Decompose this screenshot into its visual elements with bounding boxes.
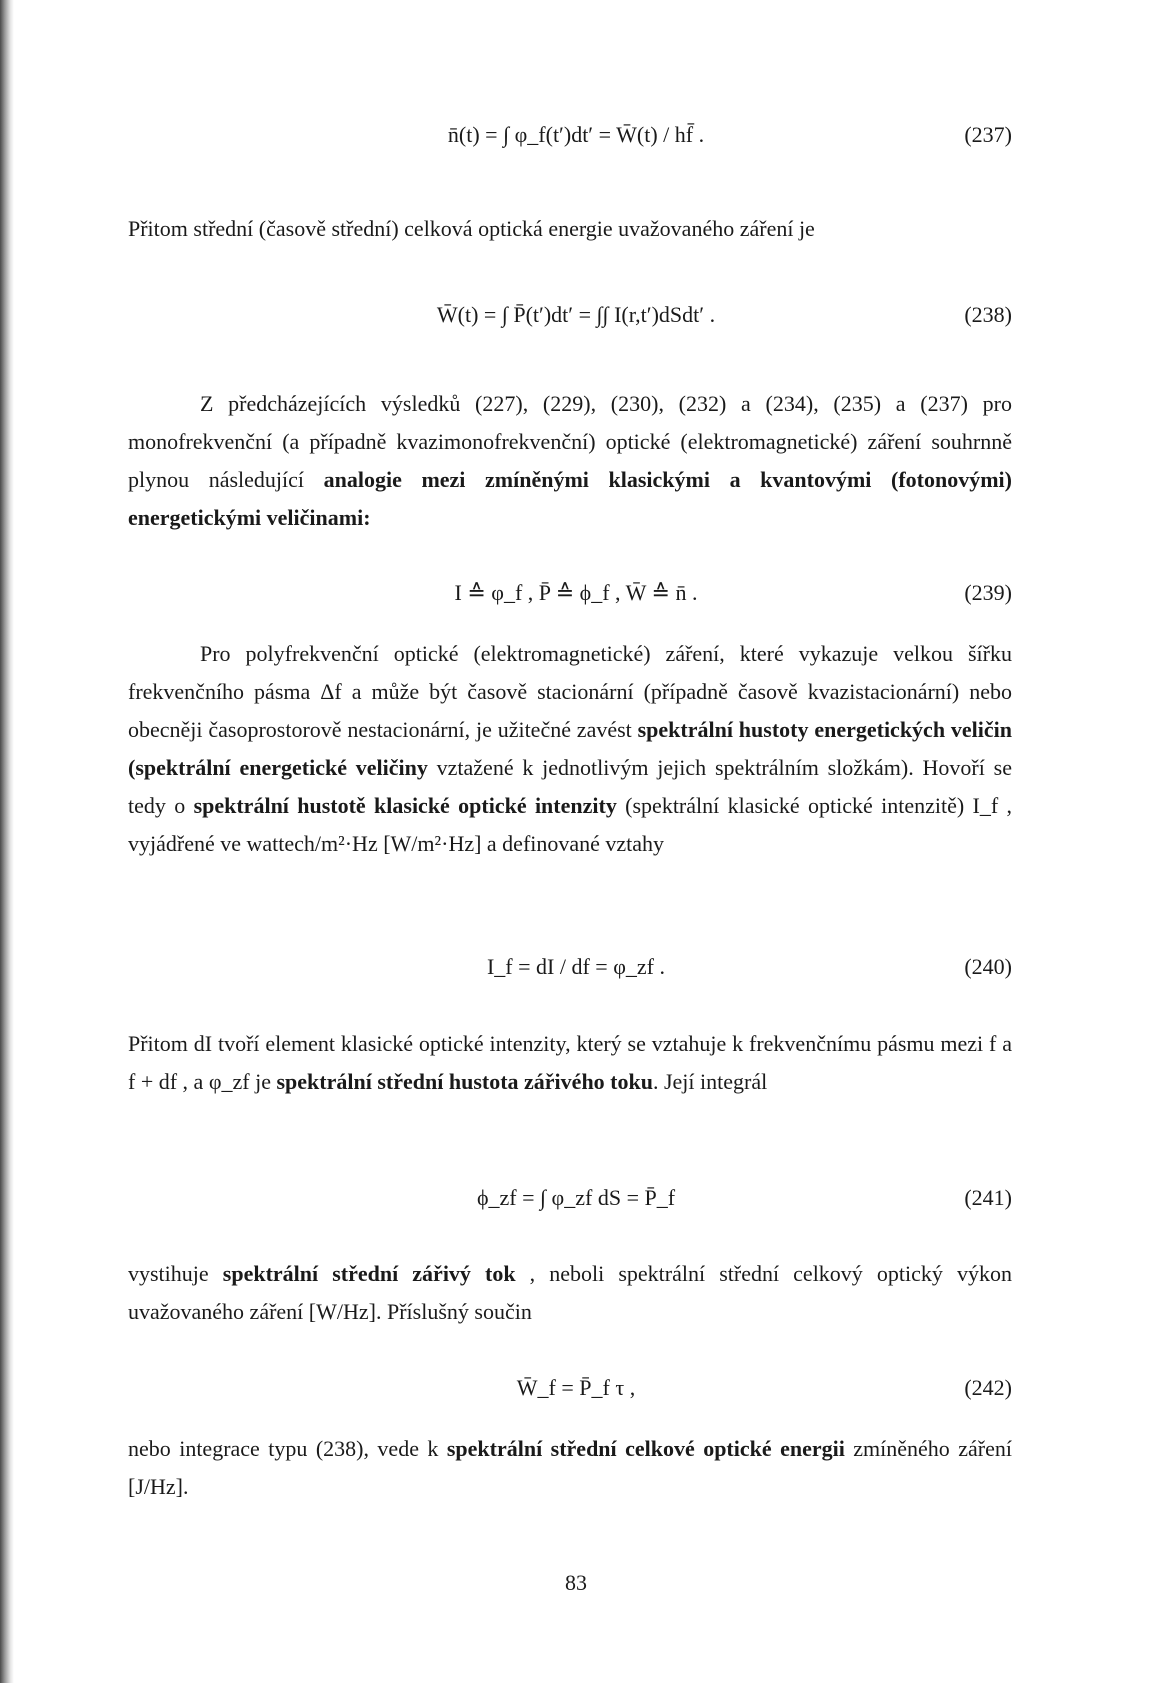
paragraph-2 [128, 385, 1012, 537]
equation-242 [0, 1348, 1152, 1428]
paragraph-3-text-3: (spektrální klasické optické intenzitě) I_f , vyjádřené ve wattech/m²·Hz [W/m²·Hz] a definované vztahy [128, 793, 1012, 856]
paragraph-6-text-1: nebo integrace typu (238), vede k [128, 1436, 447, 1461]
equation-238 [0, 275, 1152, 355]
equation-239-body: I ≙ φ_f , P̄ ≙ ϕ_f , W̄ ≙ n̄ . [454, 580, 698, 605]
equation-237 [0, 95, 1152, 175]
paragraph-5-text-2: , neboli spektrální střední celkový optický výkon uvažovaného záření [W/Hz]. Příslušný součin [128, 1261, 1012, 1324]
equation-239 [0, 553, 1152, 633]
equation-242-body: W̄_f = P̄_f τ , [516, 1375, 636, 1400]
paragraph-3-bold-2: spektrální hustotě klasické optické intenzity [193, 793, 617, 818]
paragraph-5 [128, 1255, 1012, 1331]
paragraph-5-bold: spektrální střední zářivý tok [222, 1261, 516, 1286]
equation-240-body: I_f = dI / df = φ_zf . [486, 954, 666, 979]
paragraph-5-text-1: vystihuje [128, 1261, 223, 1286]
equation-238-number: (238) [964, 302, 1012, 327]
equation-237-body: n̄(t) = ∫ φ_f(t′)dt′ = W̄(t) / hf̄ . [447, 122, 705, 147]
equation-241-body: ϕ_zf = ∫ φ_zf dS = P̄_f [476, 1185, 676, 1210]
paragraph-6-bold: spektrální střední celkové optické energii [446, 1436, 845, 1461]
page-number: 83 [565, 1570, 587, 1595]
paragraph-6-text-2: zmíněného záření [J/Hz]. [128, 1436, 1012, 1499]
paragraph-4-bold: spektrální střední hustota zářivého toku [276, 1069, 653, 1094]
equation-241-number: (241) [964, 1185, 1012, 1210]
paragraph-4 [128, 1025, 1012, 1101]
paragraph-3-text-2: vztažené k jednotlivým jejich spektrálním složkám). Hovoří se tedy o [128, 755, 1012, 818]
paragraph-4-text-2: . Její integrál [652, 1069, 768, 1094]
paragraph-4-text-1: Přitom dI tvoří element klasické optické intenzity, který se vztahuje k frekvenčnímu pásmu mezi f a f + df , a φ_zf je [128, 1031, 1012, 1094]
paragraph-1: Přitom střední (časově střední) celková optická energie uvažovaného záření je [128, 216, 815, 241]
equation-239-number: (239) [964, 580, 1012, 605]
equation-242-number: (242) [964, 1375, 1012, 1400]
paragraph-3-text-1: Pro polyfrekvenční optické (elektromagnetické) záření, které vykazuje velkou šířku frekvenčního pásma Δf a může být časově stacionární (případně časově kvazistacionární) nebo obecněji časoprostorově nestacionární, je užitečné zavést [128, 641, 1012, 742]
paragraph-2-bold: analogie mezi zmíněnými klasickými a kvantovými (fotonovými) energetickými veličinami: [128, 467, 1012, 530]
equation-240-number: (240) [964, 954, 1012, 979]
paragraph-2-text: Z předcházejících výsledků (227), (229), (230), (232) a (234), (235) a (237) pro monofrekvenční (a případně kvazimonofrekvenční) optické (elektromagnetické) záření souhrnně plynou následující [128, 391, 1012, 492]
equation-241 [0, 1158, 1152, 1238]
equation-240 [0, 927, 1152, 1007]
paragraph-3-bold-1: spektrální hustoty energetických veličin (spektrální energetické veličiny [128, 717, 1012, 780]
paragraph-6 [128, 1430, 1012, 1506]
paragraph-3 [128, 635, 1012, 863]
equation-237-number: (237) [964, 122, 1012, 147]
equation-238-body: W̄(t) = ∫ P̄(t′)dt′ = ∫∫ I(r,t′)dSdt′ . [436, 302, 716, 327]
